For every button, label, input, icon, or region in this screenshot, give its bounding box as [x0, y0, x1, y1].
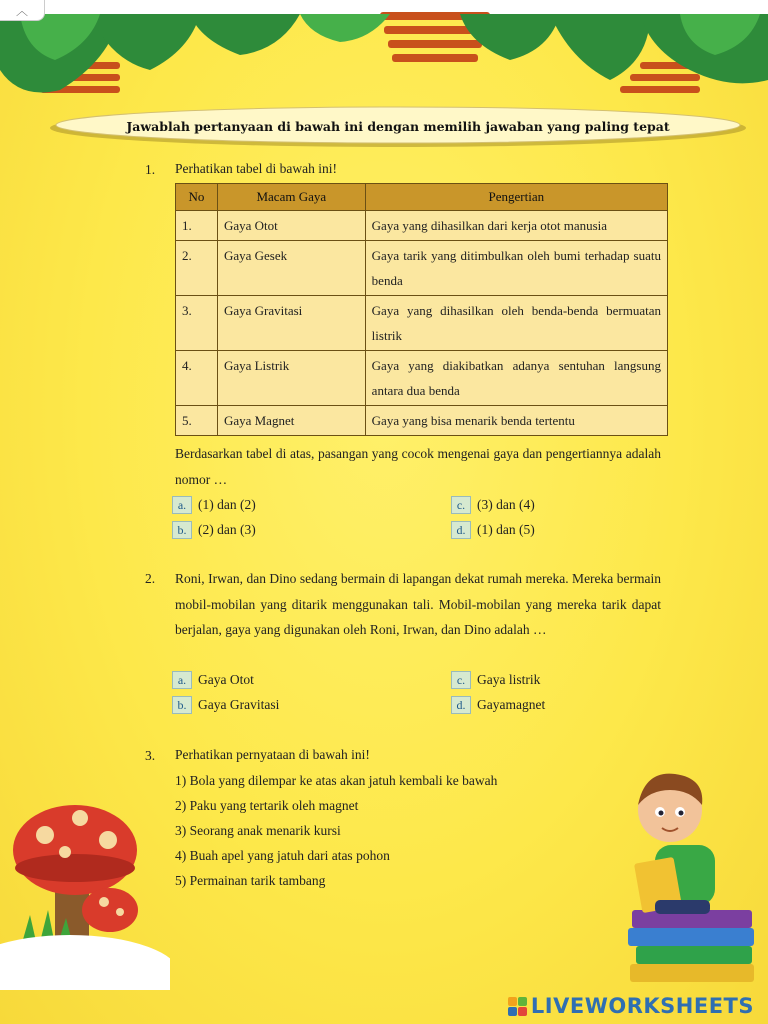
- gaya-table: [175, 183, 668, 436]
- q1-option-d[interactable]: [451, 521, 535, 539]
- liveworksheets-brand[interactable]: [508, 994, 754, 1018]
- liveworksheets-logo-icon: [508, 997, 527, 1016]
- q2-option-a[interactable]: [172, 671, 254, 689]
- option-text: Gaya listrik: [477, 672, 541, 687]
- cell-gaya: Gaya Otot: [217, 211, 365, 241]
- cell-gaya: Gaya Listrik: [217, 351, 365, 406]
- cell-no: 2.: [176, 241, 218, 296]
- q1-option-a[interactable]: [172, 496, 256, 514]
- cell-def: Gaya yang diakibatkan adanya sentuhan langsung antara dua benda: [365, 351, 667, 406]
- cell-no: 3.: [176, 296, 218, 351]
- option-letter: b.: [172, 696, 192, 714]
- table-row: [176, 241, 668, 296]
- chevron-up-icon: ︿: [15, 3, 28, 18]
- option-letter: c.: [451, 671, 471, 689]
- banner-title: Jawablah pertanyaan di bawah ini dengan memilih jawaban yang paling tepat: [126, 118, 670, 134]
- option-text: Gaya Otot: [198, 672, 254, 687]
- cell-no: 1.: [176, 211, 218, 241]
- brand-name: LIVEWORKSHEETS: [530, 994, 754, 1018]
- table-header-row: [176, 184, 668, 211]
- statement: 1) Bola yang dilempar ke atas akan jatuh kembali ke bawah: [175, 773, 498, 788]
- q2-number: 2.: [145, 571, 156, 586]
- table-row: [176, 351, 668, 406]
- statement: 2) Paku yang tertarik oleh magnet: [175, 798, 359, 813]
- option-text: (1) dan (5): [477, 522, 535, 537]
- collapse-button[interactable]: [0, 0, 45, 21]
- header-no: No: [176, 184, 218, 211]
- q3-prompt: Perhatikan pernyataan di bawah ini!: [175, 747, 370, 762]
- cell-def: Gaya yang dihasilkan dari kerja otot manusia: [365, 211, 667, 241]
- q1-number: 1.: [145, 162, 156, 177]
- option-text: (1) dan (2): [198, 497, 256, 512]
- header-pengertian: Pengertian: [365, 184, 667, 211]
- statement: 3) Seorang anak menarik kursi: [175, 823, 341, 838]
- q2-option-b[interactable]: [172, 696, 279, 714]
- q1-option-c[interactable]: [451, 496, 535, 514]
- cell-no: 4.: [176, 351, 218, 406]
- option-text: Gayamagnet: [477, 697, 546, 712]
- cell-gaya: Gaya Magnet: [217, 406, 365, 436]
- option-text: Gaya Gravitasi: [198, 697, 280, 712]
- option-letter: a.: [172, 671, 192, 689]
- leaves-decoration: [0, 0, 768, 110]
- cell-gaya: Gaya Gesek: [217, 241, 365, 296]
- q2-option-d[interactable]: [451, 696, 545, 714]
- boy-reading-illustration: [610, 760, 760, 990]
- option-text: (2) dan (3): [198, 522, 256, 537]
- option-letter: c.: [451, 496, 471, 514]
- cell-def: Gaya tarik yang ditimbulkan oleh bumi terhadap suatu benda: [365, 241, 667, 296]
- cell-def: Gaya yang bisa menarik benda tertentu: [365, 406, 667, 436]
- q2-option-c[interactable]: [451, 671, 540, 689]
- mushroom-illustration: [0, 790, 170, 990]
- option-letter: b.: [172, 521, 192, 539]
- option-letter: d.: [451, 696, 471, 714]
- statement: 5) Permainan tarik tambang: [175, 873, 326, 888]
- option-text: (3) dan (4): [477, 497, 535, 512]
- header-macam-gaya: Macam Gaya: [217, 184, 365, 211]
- q1-option-b[interactable]: [172, 521, 256, 539]
- table-row: [176, 406, 668, 436]
- statement: 4) Buah apel yang jatuh dari atas pohon: [175, 848, 390, 863]
- q1-question: Berdasarkan tabel di atas, pasangan yang cocok mengenai gaya dan pengertiannya adalah nomor …: [175, 446, 661, 487]
- option-letter: a.: [172, 496, 192, 514]
- table-row: [176, 296, 668, 351]
- cell-def: Gaya yang dihasilkan oleh benda-benda bermuatan listrik: [365, 296, 667, 351]
- cell-gaya: Gaya Gravitasi: [217, 296, 365, 351]
- q1-prompt: Perhatikan tabel di bawah ini!: [175, 161, 337, 176]
- q2-text: Roni, Irwan, dan Dino sedang bermain di lapangan dekat rumah mereka. Mereka bermain mobil-mobilan yang ditarik menggunakan tali. Mobil-mobilan yang mereka tarik dapat berjalan, gaya yang digunakan oleh Roni, Irwan, dan Dino adalah …: [175, 571, 661, 637]
- table-row: [176, 211, 668, 241]
- q3-number: 3.: [145, 748, 156, 763]
- option-letter: d.: [451, 521, 471, 539]
- cell-no: 5.: [176, 406, 218, 436]
